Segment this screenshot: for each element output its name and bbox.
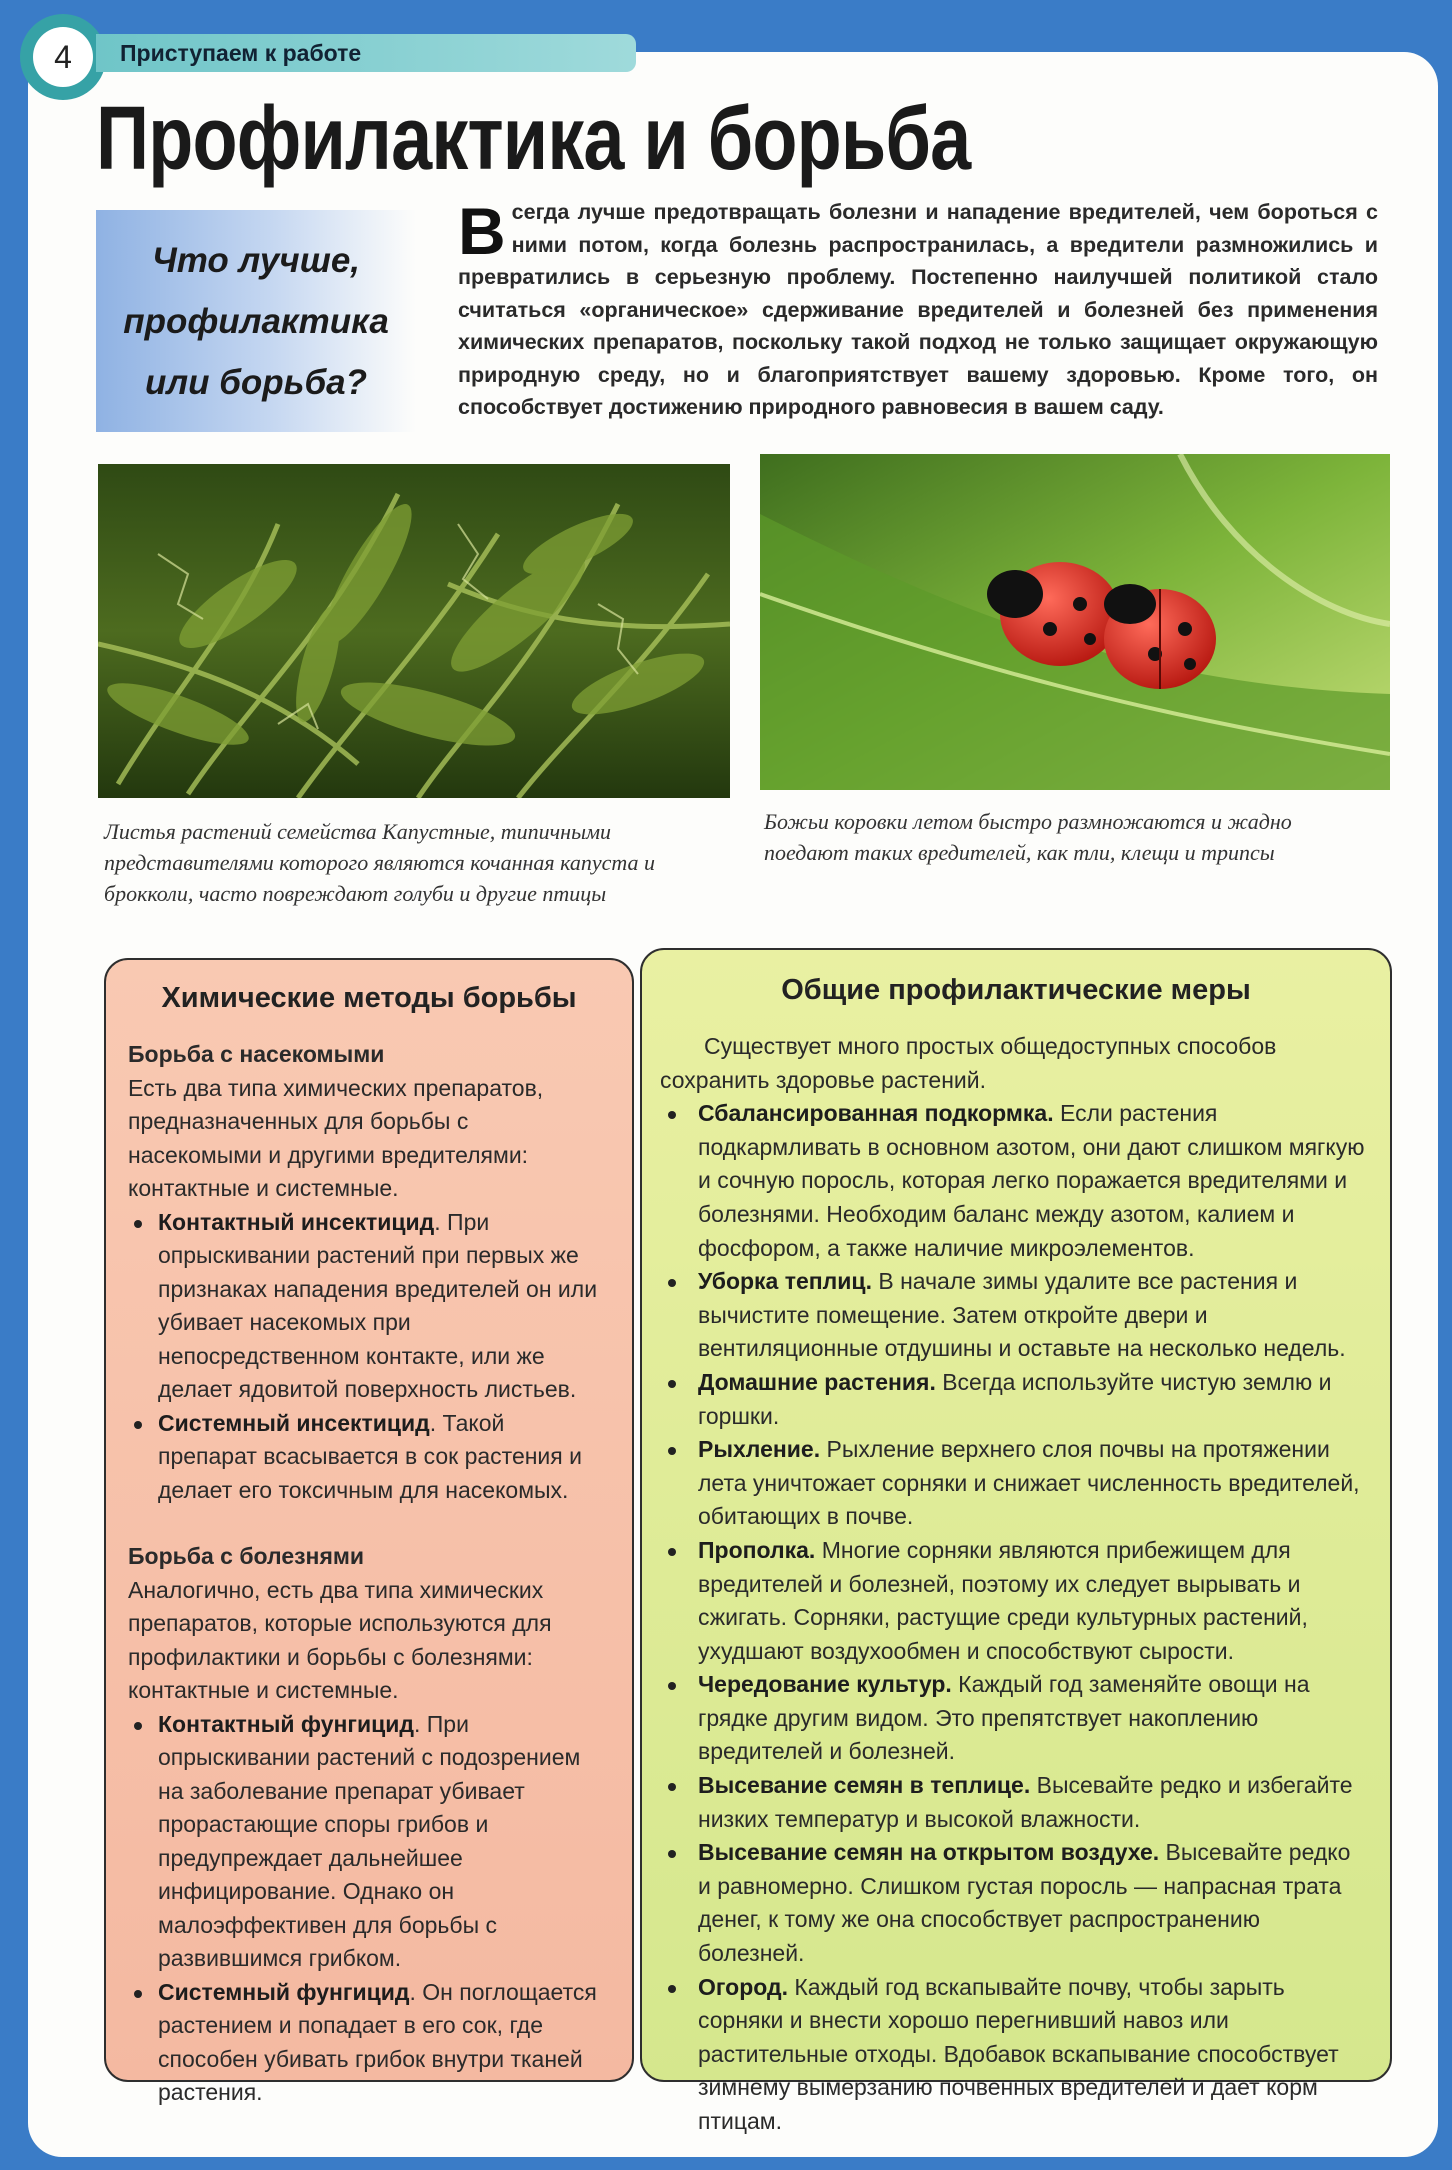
diseases-intro: Аналогично, есть два типа химических препаратов, которые используются для профилактики и борьбы с болезнями: контактные и системные. <box>128 1576 552 1703</box>
right-photo-caption: Божьи коровки летом быстро размножаются и жадно поедают таких вредителей, как тли, клещи и трипсы <box>764 809 1292 865</box>
left-photo-caption: Листья растений семейства Капустные, типичными представителями которого являются кочанная капуста и брокколи, часто повреждают голуби и другие птицы <box>104 819 656 906</box>
page-number-badge <box>20 14 106 100</box>
list-item: Системный инсектицид. Такой препарат всасывается в сок растения и делает его токсичным для насекомых. <box>128 1407 608 1508</box>
question-text: Что лучше, профилактика или борьба? <box>123 240 389 402</box>
intro-text: сегда лучше предотвращать болезни и нападение вредителей, чем бороться с ними потом, когда болезнь распространилась, а вредители размножились и превратились в серьезную проблему. Постепенно наилучшей политикой стало считаться «органическое» сдерживание вредителей и болезней без применения химических препаратов, поскольку такой подход не только защищает окружающую природную среду, но и благоприятствует вашему здоровью. Кроме того, он способствует достижению природного равновесия в вашем саду. <box>458 200 1378 419</box>
list-item: Высевание семян в теплице. Высевайте редко и избегайте низких температур и высокой влажности. <box>660 1769 1366 1836</box>
list-item: Чередование культур. Каждый год заменяйте овощи на грядке другим видом. Это препятствует накоплению вредителей и болезней. <box>660 1668 1366 1769</box>
general-prevention-panel <box>640 948 1392 2134</box>
list-item: Системный фунгицид. Он поглощается растением и попадает в его сок, где способен убивать грибок внутри тканей растения. <box>128 1976 608 2110</box>
diseases-heading: Борьба с болезнями <box>128 1543 365 1569</box>
section-label: Приступаем к работе <box>96 34 636 72</box>
list-item: Контактный инсектицид. При опрыскивании растений при первых же признаках нападения вредителей он или убивает насекомых при непосредственном контакте, или же делает ядовитой поверхность листьев. <box>128 1206 608 1407</box>
drop-cap: В <box>458 194 506 268</box>
ladybirds-photo <box>760 454 1390 790</box>
list-item: Высевание семян на открытом воздухе. Высевайте редко и равномерно. Слишком густая поросль — напрасная трата денег, к тому же она способствует распространению болезней. <box>660 1836 1366 1970</box>
fungicide-list <box>128 1708 608 2110</box>
list-item: Уборка теплиц. В начале зимы удалите все растения и вычистите помещение. Затем откройте двери и вентиляционные отдушины и оставьте на несколько недель. <box>660 1265 1366 1366</box>
insecticide-list <box>128 1206 608 1508</box>
chemical-panel-body <box>128 1038 608 2110</box>
intro-paragraph <box>458 196 1378 424</box>
list-item: Сбалансированная подкормка. Если растения подкармливать в основном азотом, они дают слишком мягкую и сочную поросль, которая легко поражается вредителями и болезнями. Необходим баланс между азотом, калием и фосфором, а также наличие микроэлементов. <box>660 1097 1366 1265</box>
page-title: Профилактика и борьба <box>96 89 971 189</box>
prevention-list <box>660 1097 1366 2138</box>
list-item: Контактный фунгицид. При опрыскивании растений с подозрением на заболевание препарат убивает прорастающие споры грибов и предупреждает дальнейшее инфицирование. Однако он малоэффективен для борьбы с развившимся грибком. <box>128 1708 608 1976</box>
list-item: Домашние растения. Всегда используйте чистую землю и горшки. <box>660 1366 1366 1433</box>
question-box <box>96 210 416 432</box>
insects-intro: Есть два типа химических препаратов, предназначенных для борьбы с насекомыми и другими вредителями: контактные и системные. <box>128 1074 544 1201</box>
ladybirds-image <box>760 454 1390 790</box>
general-panel-title: Общие профилактические меры <box>781 974 1251 1006</box>
general-panel-body <box>660 1030 1366 2139</box>
chemical-panel-title: Химические методы борьбы <box>161 982 577 1014</box>
list-item: Огород. Каждый год вскапывайте почву, чтобы зарыть сорняки и внести хорошо перегнивший навоз или растительные отходы. Вдобавок вскапывание способствует зимнему вымерзанию почвенных вредителей и дает корм птицам. <box>660 1971 1366 2139</box>
brassica-leaves-photo <box>98 464 730 798</box>
list-item: Рыхление. Рыхление верхнего слоя почвы на протяжении лета уничтожает сорняки и снижает численность вредителей, обитающих в почве. <box>660 1433 1366 1534</box>
insects-heading: Борьба с насекомыми <box>128 1041 385 1067</box>
brassica-leaves-image <box>98 464 730 798</box>
chemical-methods-panel <box>104 958 634 2105</box>
page-number: 4 <box>33 27 93 87</box>
general-intro: Существует много простых общедоступных способов сохранить здоровье растений. <box>660 1033 1277 1093</box>
list-item: Прополка. Многие сорняки являются прибежищем для вредителей и болезней, поэтому их следует вырывать и сжигать. Сорняки, растущие среди культурных растений, ухудшают воздухообмен и способствуют сырости. <box>660 1534 1366 1668</box>
